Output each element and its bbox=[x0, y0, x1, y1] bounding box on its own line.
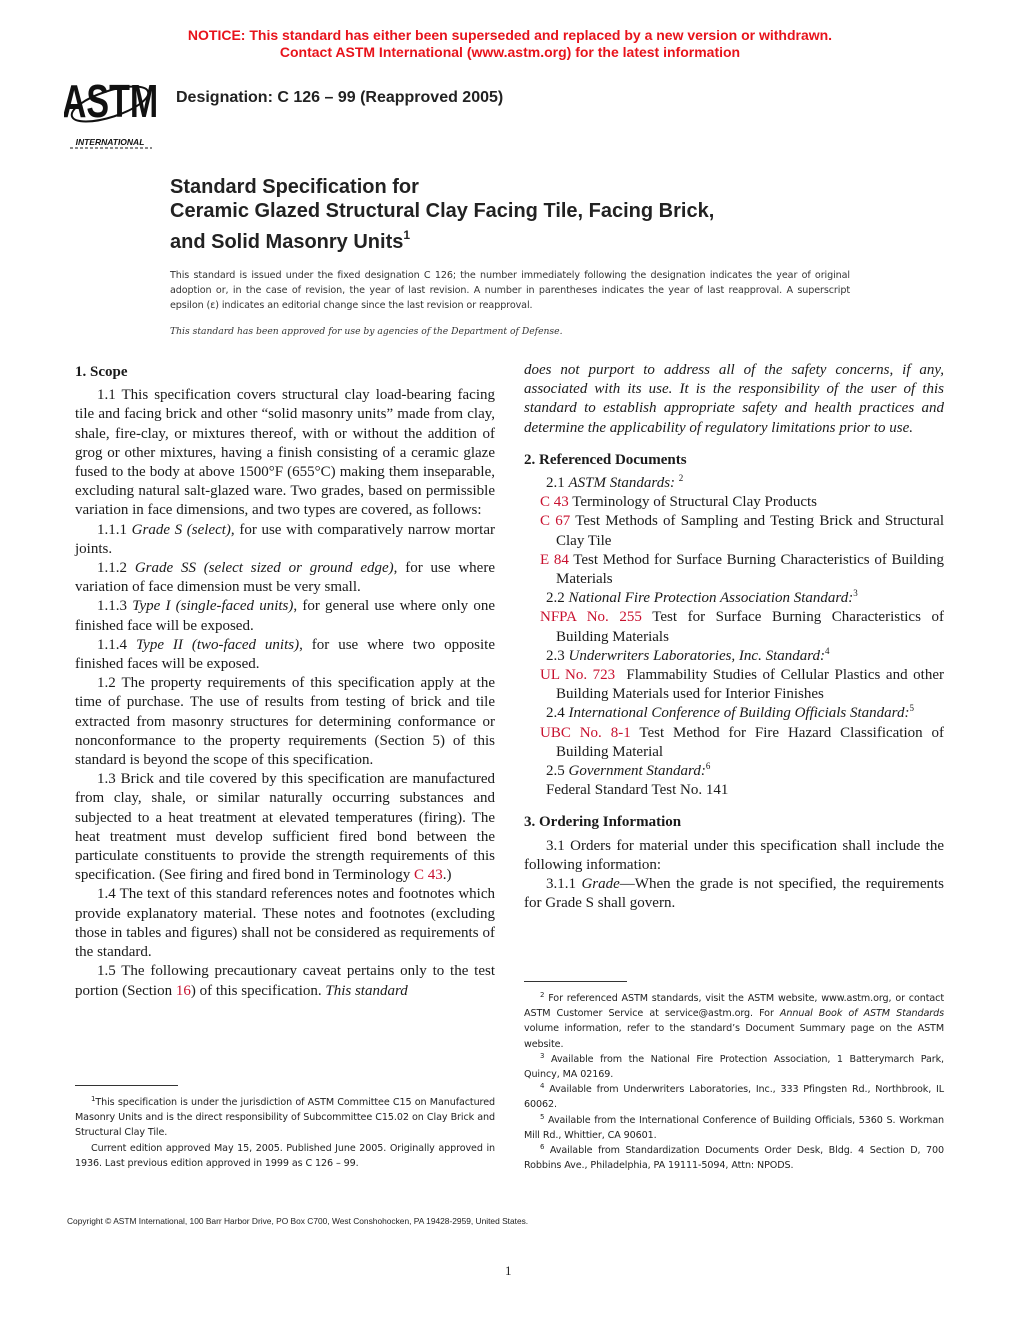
title-line-3: and Solid Masonry Units$^1$ bbox=[170, 228, 411, 253]
para-1-4: 1.4 The text of this standard references notes and footnotes which provide explanatory material. These notes and footnotes (excluding those in tables and figures) shall not be considered as requirements of the standard. bbox=[75, 886, 495, 961]
astm-logo-icon bbox=[64, 74, 160, 150]
section-1-heading: 1. Scope bbox=[75, 364, 128, 380]
ref-ubc-8-1: UBC No. 8-1 Test Method for Fire Hazard Classification of Building Material bbox=[540, 724, 945, 760]
para-2-5: 2.5 Government Standard:$^6$ bbox=[546, 761, 711, 780]
link-ubc-8-1[interactable]: UBC No. 8-1 bbox=[540, 724, 631, 741]
ref-e84: E 84 Test Method for Surface Burning Characteristics of Building Materials bbox=[540, 551, 944, 588]
para-1-1: 1.1 This specification covers structural clay load-bearing facing tile and facing brick and other “solid masonry units” made from clay, shale, fire-clay, or mixtures thereof, with or without the addition of grog or other mixtures, having a finish consisting of a ceramic glaze fused to the body at above 1500°F (655°C) making them inseparable, excluding natural salt-glazed ware. Two grades, based on permissible variation in face dimensions, and two types are covered, as follows: bbox=[75, 387, 495, 519]
footnote-6: $^6$ Available from Standardization Documents Order Desk, Bldg. 4 Section D, 700 Robbins Ave., Philadelphia, PA 19111-5094, Attn: NPODS. bbox=[524, 1143, 944, 1172]
link-c43[interactable]: C 43 bbox=[414, 867, 443, 884]
footnote-3-link[interactable]: 3 bbox=[853, 588, 858, 599]
title-line-2: Ceramic Glazed Structural Clay Facing Tile, Facing Brick, bbox=[170, 200, 715, 222]
link-e84-ref[interactable]: E 84 bbox=[540, 551, 569, 568]
footnote-rule-left bbox=[75, 1085, 178, 1086]
para-1-5: 1.5 The following precautionary caveat pertains only to the test portion (Section 16) of this specification. This standard bbox=[75, 963, 495, 999]
notice-line-2: Contact ASTM International (www.astm.org) for the latest information bbox=[279, 43, 741, 60]
section-2-heading: 2. Referenced Documents bbox=[524, 451, 687, 468]
document-title bbox=[170, 175, 714, 254]
para-3-1: 3.1 Orders for material under this specification shall include the following information: bbox=[524, 837, 944, 873]
safety-caveat-start: This standard bbox=[325, 982, 408, 999]
ref-c67: C 67 Test Methods of Sampling and Testing Brick and Structural Clay Tile bbox=[540, 513, 944, 549]
section-3-heading: 3. Ordering Information bbox=[524, 814, 682, 831]
copyright-line: Copyright © ASTM International, 100 Barr Harbor Drive, PO Box C700, West Conshohocken, PA 19428-2959, United States. bbox=[67, 1216, 529, 1226]
para-3-1-1: 3.1.1 Grade—When the grade is not specified, the requirements for Grade S shall govern. bbox=[524, 876, 944, 912]
ref-c43: C 43 Terminology of Structural Clay Products bbox=[540, 494, 817, 511]
svg-text:INTERNATIONAL: INTERNATIONAL bbox=[75, 137, 145, 147]
footnote-rule-right bbox=[524, 981, 627, 982]
footnote-4-link[interactable]: 4 bbox=[825, 645, 830, 656]
astm-logo bbox=[64, 74, 160, 150]
withdrawal-notice bbox=[0, 27, 1020, 60]
para-1-2: 1.2 The property requirements of this specification apply at the time of purchase. The use of results from testing of brick and tile extracted from masonry structures for determining conformance or nonconformance to the property requirements (Section 5) of this standard is beyond the scope of this specification. bbox=[75, 675, 495, 769]
footnote-4: $^4$ Available from Underwriters Laboratories, Inc., 333 Pfingsten Rd., Northbrook, IL 60062. bbox=[524, 1082, 944, 1111]
para-2-2: 2.2 National Fire Protection Association Standard:$^3$ bbox=[546, 588, 858, 607]
notice-line-1: NOTICE: This standard has either been superseded and replaced by a new version or withdrawn. bbox=[187, 27, 833, 43]
page-number: 1 bbox=[505, 1263, 512, 1278]
link-section-16[interactable]: 16 bbox=[175, 982, 191, 999]
para-2-1: 2.1 ASTM Standards: $^2$ bbox=[546, 473, 684, 492]
title-line-1: Standard Specification for bbox=[170, 176, 419, 198]
para-1-1-1: 1.1.1 Grade S (select), for use with comparatively narrow mortar joints. bbox=[75, 521, 495, 557]
link-c67-ref[interactable]: C 67 bbox=[540, 513, 571, 530]
para-1-1-4: 1.1.4 Type II (two-faced units), for use where two opposite finished faces will be exposed. bbox=[75, 636, 495, 673]
safety-caveat-continued: does not purport to address all of the safety concerns, if any, associated with its use. It is the responsibility of the user of this standard to establish appropriate safety and health practices and determine the applicability of regulatory limitations prior to use. bbox=[524, 362, 944, 436]
footnote-5-link[interactable]: 5 bbox=[909, 703, 914, 714]
footnote-3: $^3$ Available from the National Fire Protection Association, 1 Batterymarch Park, Quincy, MA 02169. bbox=[524, 1051, 944, 1081]
right-column bbox=[524, 361, 944, 913]
footnote-1: $^1$This specification is under the jurisdiction of ASTM Committee C15 on Manufactured Masonry Units and is the direct responsibility of Subcommittee C15.02 on Clay Brick and Structural Clay Tile. bbox=[75, 1095, 495, 1139]
ref-federal-141: Federal Standard Test No. 141 bbox=[546, 782, 729, 799]
para-2-3: 2.3 Underwriters Laboratories, Inc. Standard:$^4$ bbox=[546, 645, 830, 664]
footnote-5: $^5$ Available from the International Conference of Building Officials, 5360 S. Workman Mill Rd., Whittier, CA 90601. bbox=[524, 1112, 944, 1141]
para-2-4: 2.4 International Conference of Building Officials Standard:$^5$ bbox=[546, 703, 914, 722]
link-ul-723[interactable]: UL No. 723 bbox=[540, 667, 616, 684]
footnote-2: $^2$ For referenced ASTM standards, visit the ASTM website, www.astm.org, or contact ASTM Customer Service at service@astm.org. For Annual Book of ASTM Standards volume information, refer to the standard’s Document Summary page on the ASTM website. bbox=[524, 991, 945, 1050]
ref-nfpa-255: NFPA No. 255 Test for Surface Burning Characteristics of Building Materials bbox=[540, 609, 944, 645]
title-footnote-link[interactable]: 1 bbox=[403, 228, 411, 242]
footnote-2-link[interactable]: 2 bbox=[678, 473, 684, 484]
svg-text:ASTM: ASTM bbox=[64, 75, 159, 128]
dod-statement: This standard has been approved for use by agencies of the Department of Defense. bbox=[170, 326, 563, 337]
footnotes-left bbox=[75, 1095, 495, 1171]
left-column bbox=[75, 363, 495, 1001]
para-1-3: 1.3 Brick and tile covered by this specification are manufactured from clay, shale, or similar naturally occurring substances and subjected to a heat treatment at elevated temperatures (firing). The heat treatment must develop sufficient fired bond between the particulate constituents to provide the strength requirements of this specification. (See firing and fired bond in Terminology C 43.) bbox=[75, 771, 495, 884]
para-1-1-3: 1.1.3 Type I (single-faced units), for general use where only one finished face will be exposed. bbox=[75, 598, 495, 634]
footnote-6-link[interactable]: 6 bbox=[705, 761, 711, 772]
designation: Designation: C 126 – 99 (Reapproved 2005) bbox=[176, 89, 504, 106]
link-c43-ref[interactable]: C 43 bbox=[540, 494, 569, 511]
link-nfpa-255[interactable]: NFPA No. 255 bbox=[540, 609, 642, 626]
footnote-1-edition: Current edition approved May 15, 2005. Published June 2005. Originally approved in 1936. Last previous edition approved in 1999 as C 126 – 99. bbox=[75, 1142, 495, 1169]
para-1-1-2: 1.1.2 Grade SS (select sized or ground edge), for use where variation of face dimension must be very small. bbox=[75, 560, 495, 596]
footnotes-right bbox=[524, 991, 944, 1173]
ref-ul-723: UL No. 723 Flammability Studies of Cellular Plastics and other Building Materials used for Interior Finishes bbox=[540, 667, 944, 703]
issuance-statement: This standard is issued under the fixed designation C 126; the number immediately following the designation indicates the year of original adoption or, in the case of revision, the year of last revision. A number in parentheses indicates the year of last reapproval. A superscript epsilon (ε) indicates an editorial change since the last revision or reapproval. bbox=[170, 270, 850, 311]
